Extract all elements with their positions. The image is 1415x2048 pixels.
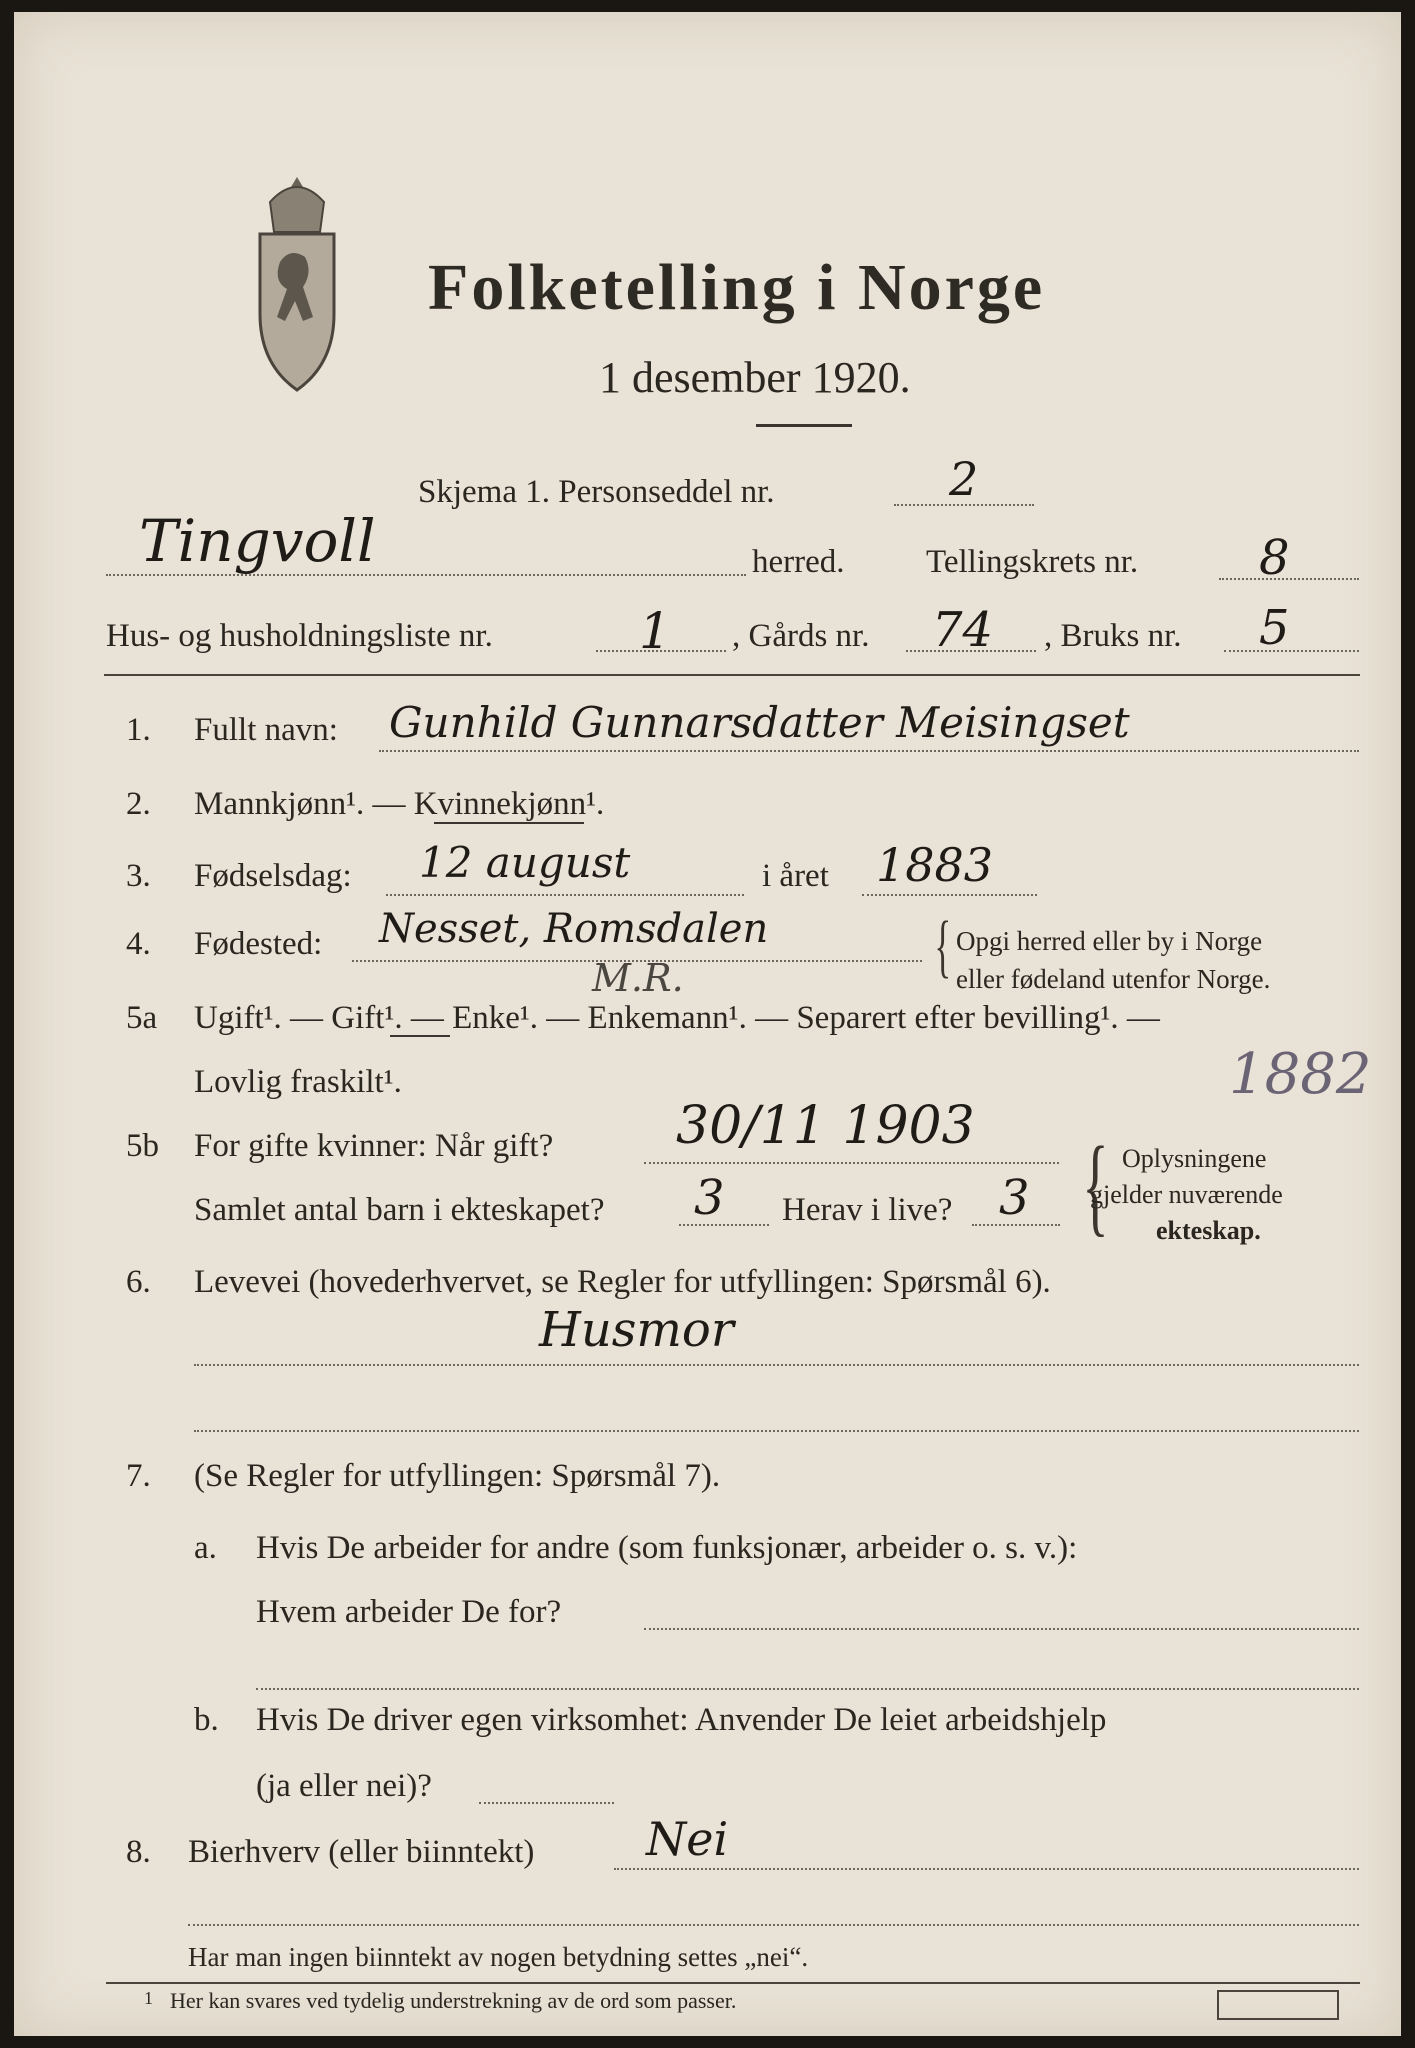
q8-label: Bierhverv (eller biinntekt) xyxy=(188,1834,535,1870)
q1-line xyxy=(379,750,1359,752)
footer-divider xyxy=(106,1982,1360,1984)
q5b-note-1: Oplysningene xyxy=(1122,1144,1267,1173)
q4-note-2: eller fødeland utenfor Norge. xyxy=(956,964,1271,994)
tellingskrets-label: Tellingskrets nr. xyxy=(926,544,1139,580)
gards-value: 74 xyxy=(932,602,994,658)
q5b-label: For gifte kvinner: Når gift? xyxy=(194,1128,554,1164)
q6-line-1 xyxy=(194,1364,1359,1366)
header-divider xyxy=(104,674,1360,676)
q5b-date-value: 30/11 1903 xyxy=(676,1096,975,1156)
q5b-number: 5b xyxy=(126,1128,159,1164)
q5b-date-line xyxy=(644,1162,1059,1164)
q5b-alive-value: 3 xyxy=(999,1170,1030,1226)
q7a-letter: a. xyxy=(194,1530,217,1566)
q4-annotation: M.R. xyxy=(592,956,684,1000)
q3-date-value: 12 august xyxy=(419,838,631,887)
q3-date-line xyxy=(386,894,744,896)
q5a-label-2: Lovlig fraskilt¹. xyxy=(194,1064,402,1100)
q7-label: (Se Regler for utfyllingen: Spørsmål 7). xyxy=(194,1458,721,1494)
q3-year-value: 1883 xyxy=(876,838,994,892)
q7-number: 7. xyxy=(126,1458,151,1494)
bruks-value: 5 xyxy=(1259,600,1290,656)
q5b-children-label: Samlet antal barn i ekteskapet? xyxy=(194,1192,605,1228)
q8-line-2 xyxy=(188,1924,1359,1926)
q2-label: Mannkjønn¹. — Kvinnekjønn¹. xyxy=(194,786,605,822)
q6-value: Husmor xyxy=(539,1302,734,1358)
q1-number: 1. xyxy=(126,712,151,748)
q7b-question: (ja eller nei)? xyxy=(256,1768,432,1804)
q7b-line xyxy=(479,1802,614,1804)
q3-year-label: i året xyxy=(762,858,829,894)
q2-number: 2. xyxy=(126,786,151,822)
q6-number: 6. xyxy=(126,1264,151,1300)
q3-label: Fødselsdag: xyxy=(194,858,352,894)
q7b-letter: b. xyxy=(194,1702,219,1738)
herred-line xyxy=(106,574,746,576)
q7a-line-1 xyxy=(644,1628,1359,1630)
schema-label: Skjema 1. Personseddel nr. xyxy=(418,474,775,510)
husholdningsliste-label: Hus- og husholdningsliste nr. xyxy=(106,618,493,654)
q5b-brace: { xyxy=(1082,1124,1109,1246)
bruks-label: , Bruks nr. xyxy=(1044,618,1182,654)
q3-number: 3. xyxy=(126,858,151,894)
footnote-text: Her kan svares ved tydelig understrekning av de ord som passer. xyxy=(170,1988,737,2013)
personseddel-value: 2 xyxy=(949,452,979,506)
q4-note-1: Opgi herred eller by i Norge xyxy=(956,926,1263,956)
gards-label: , Gårds nr. xyxy=(732,618,870,654)
q4-label: Fødested: xyxy=(194,926,323,962)
form-date: 1 desember 1920. xyxy=(599,353,911,402)
bruks-line xyxy=(1224,650,1359,652)
q7a-question: Hvem arbeider De for? xyxy=(256,1594,562,1630)
census-form xyxy=(14,12,1401,2036)
norway-coat-of-arms-icon xyxy=(250,172,344,396)
title-divider xyxy=(756,424,852,427)
footnote-marker: 1 xyxy=(144,1988,153,2008)
q4-value: Nesset, Romsdalen xyxy=(379,906,769,952)
q7a-text: Hvis De arbeider for andre (som funksjonær, arbeider o. s. v.): xyxy=(256,1530,1078,1566)
herred-value: Tingvoll xyxy=(139,507,376,575)
q5a-label: Ugift¹. — Gift¹. — Enke¹. — Enkemann¹. — Separert efter bevilling¹. — xyxy=(194,1000,1160,1036)
q8-number: 8. xyxy=(126,1834,151,1870)
q5a-number: 5a xyxy=(126,1000,158,1036)
q5b-note-2: gjelder nuværende xyxy=(1090,1180,1283,1209)
printer-stamp xyxy=(1217,1990,1339,2020)
q5b-alive-label: Herav i live? xyxy=(782,1192,953,1228)
form-title: Folketelling i Norge xyxy=(428,251,1046,324)
q4-brace: { xyxy=(934,908,952,985)
q5b-children-value: 3 xyxy=(694,1170,725,1226)
q5b-note-3: ekteskap. xyxy=(1156,1216,1261,1245)
q2-underline xyxy=(434,822,584,824)
q1-value: Gunhild Gunnarsdatter Meisingset xyxy=(389,698,1130,747)
q8-note: Har man ingen biinntekt av nogen betydning settes „nei“. xyxy=(188,1942,809,1972)
q3-year-line xyxy=(862,894,1037,896)
husliste-value: 1 xyxy=(639,602,671,660)
q8-line xyxy=(614,1868,1359,1870)
q6-label: Levevei (hovederhvervet, se Regler for utfyllingen: Spørsmål 6). xyxy=(194,1264,1051,1300)
tellingskrets-value: 8 xyxy=(1259,530,1290,586)
q6-line-2 xyxy=(194,1430,1359,1432)
q5a-annotation: 1882 xyxy=(1229,1042,1372,1107)
q8-value: Nei xyxy=(646,1812,729,1866)
q7b-text: Hvis De driver egen virksomhet: Anvender De leiet arbeidshjelp xyxy=(256,1702,1107,1738)
q4-number: 4. xyxy=(126,926,151,962)
q7a-line-2 xyxy=(256,1688,1359,1690)
q1-label: Fullt navn: xyxy=(194,712,338,748)
q5a-underline xyxy=(390,1035,450,1037)
herred-label: herred. xyxy=(752,544,845,580)
